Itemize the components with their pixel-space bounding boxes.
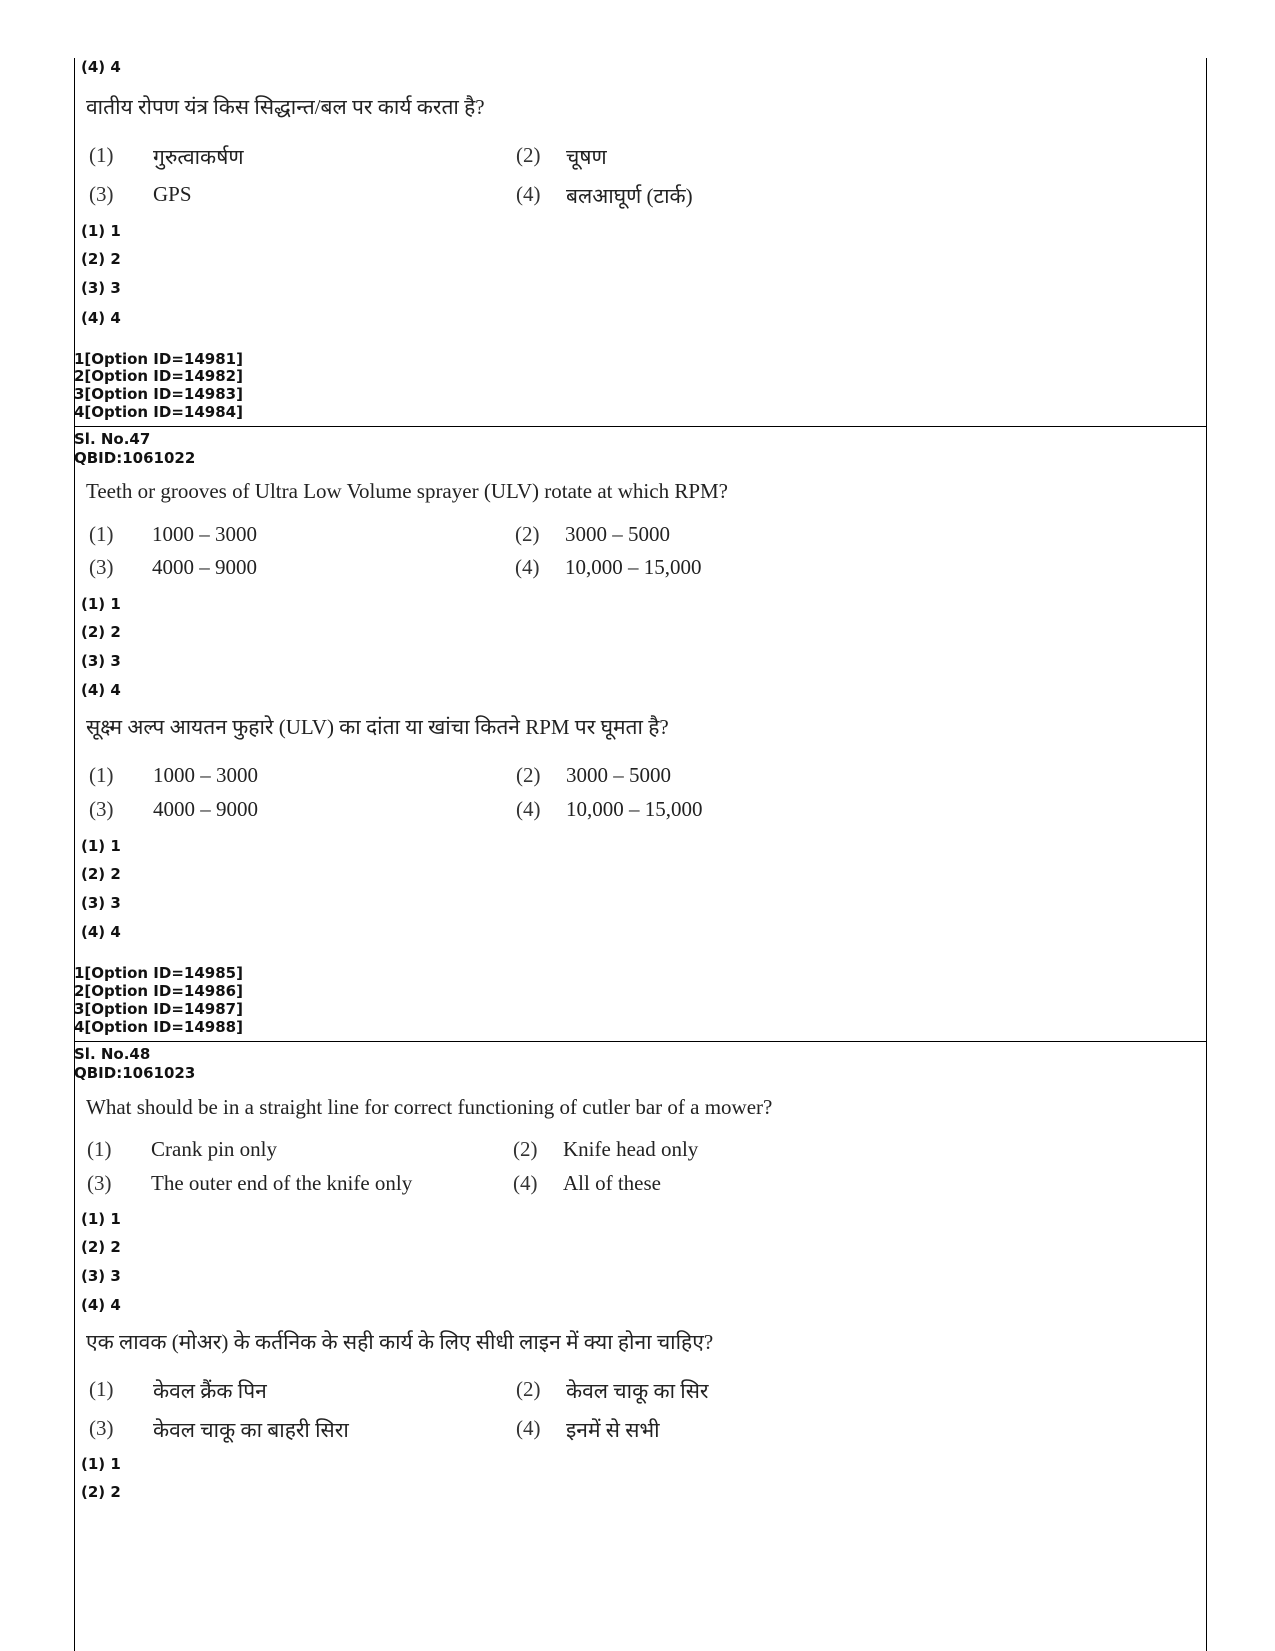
choice-number: (2): [513, 1137, 538, 1161]
choice-text: चूषण: [566, 145, 607, 169]
option-id-line: 4[Option ID=14988]: [74, 1018, 243, 1036]
answer-option[interactable]: (4) 4: [81, 58, 121, 76]
choice-text: 3000 – 5000: [566, 763, 671, 787]
option-id-line: 2[Option ID=14982]: [74, 367, 243, 385]
choice-text: Crank pin only: [151, 1137, 277, 1161]
question-separator: [74, 1041, 1207, 1042]
choice-text: इनमें से सभी: [566, 1418, 660, 1442]
choice-text: The outer end of the knife only: [151, 1171, 413, 1195]
qbid: QBID:1061023: [74, 1064, 196, 1082]
choice-text: बलआघूर्ण (टार्क): [566, 184, 693, 208]
answer-option[interactable]: (1) 1: [81, 1455, 121, 1473]
choice-text: 1000 – 3000: [153, 763, 258, 787]
question-text-hindi: वातीय रोपण यंत्र किस सिद्धान्त/बल पर कार्य करता है?: [86, 95, 485, 119]
serial-number: Sl. No.47: [74, 430, 151, 448]
choice-text: Knife head only: [563, 1137, 699, 1161]
choice-text: 4000 – 9000: [153, 797, 258, 821]
choice-number: (2): [516, 1377, 541, 1401]
choice-number: (4): [516, 797, 541, 821]
serial-number: Sl. No.48: [74, 1045, 151, 1063]
answer-option[interactable]: (4) 4: [81, 681, 121, 699]
option-id-line: 3[Option ID=14983]: [74, 385, 243, 403]
choice-text: केवल चाकू का सिर: [566, 1379, 709, 1403]
option-id-line: 3[Option ID=14987]: [74, 1000, 243, 1018]
answer-option[interactable]: (1) 1: [81, 222, 121, 240]
answer-option[interactable]: (2) 2: [81, 1238, 121, 1256]
answer-option[interactable]: (2) 2: [81, 1483, 121, 1501]
choice-text: 1000 – 3000: [152, 522, 257, 546]
question-text-english: What should be in a straight line for correct functioning of cutler bar of a mower?: [86, 1095, 773, 1119]
choice-number: (1): [89, 763, 114, 787]
answer-option[interactable]: (3) 3: [81, 894, 121, 912]
question-text-english: Teeth or grooves of Ultra Low Volume sprayer (ULV) rotate at which RPM?: [86, 479, 728, 503]
choice-number: (1): [89, 522, 114, 546]
answer-option[interactable]: (2) 2: [81, 623, 121, 641]
choice-number: (3): [89, 797, 114, 821]
choice-number: (2): [515, 522, 540, 546]
answer-option[interactable]: (3) 3: [81, 652, 121, 670]
choice-text: GPS: [153, 182, 192, 206]
option-id-line: 1[Option ID=14981]: [74, 350, 243, 368]
answer-option[interactable]: (1) 1: [81, 837, 121, 855]
choice-number: (1): [87, 1137, 112, 1161]
choice-number: (4): [516, 182, 541, 206]
choice-text: केवल क्रैंक पिन: [153, 1379, 267, 1403]
choice-text: गुरुत्वाकर्षण: [153, 145, 244, 169]
answer-option[interactable]: (3) 3: [81, 1267, 121, 1285]
choice-number: (3): [89, 555, 114, 579]
choice-text: All of these: [563, 1171, 661, 1195]
choice-text: केवल चाकू का बाहरी सिरा: [153, 1418, 349, 1442]
answer-option[interactable]: (1) 1: [81, 595, 121, 613]
choice-number: (3): [89, 1416, 114, 1440]
choice-number: (2): [516, 143, 541, 167]
answer-option[interactable]: (4) 4: [81, 1296, 121, 1314]
choice-text: 10,000 – 15,000: [565, 555, 702, 579]
choice-number: (4): [513, 1171, 538, 1195]
answer-option[interactable]: (2) 2: [81, 865, 121, 883]
choice-text: 3000 – 5000: [565, 522, 670, 546]
option-id-line: 4[Option ID=14984]: [74, 403, 243, 421]
choice-number: (2): [516, 763, 541, 787]
answer-option[interactable]: (2) 2: [81, 250, 121, 268]
question-separator: [74, 426, 1207, 427]
answer-option[interactable]: (1) 1: [81, 1210, 121, 1228]
page-frame: [74, 58, 1207, 1651]
option-id-line: 1[Option ID=14985]: [74, 964, 243, 982]
answer-option[interactable]: (3) 3: [81, 279, 121, 297]
choice-number: (3): [87, 1171, 112, 1195]
choice-text: 10,000 – 15,000: [566, 797, 703, 821]
answer-option[interactable]: (4) 4: [81, 309, 121, 327]
choice-number: (4): [515, 555, 540, 579]
question-text-hindi: एक लावक (मोअर) के कर्तनिक के सही कार्य के लिए सीधी लाइन में क्या होना चाहिए?: [86, 1330, 714, 1354]
qbid: QBID:1061022: [74, 449, 196, 467]
question-text-hindi: सूक्ष्म अल्प आयतन फुहारे (ULV) का दांता या खांचा कितने RPM पर घूमता है?: [86, 715, 669, 739]
choice-number: (1): [89, 1377, 114, 1401]
choice-number: (3): [89, 182, 114, 206]
answer-option[interactable]: (4) 4: [81, 923, 121, 941]
choice-number: (4): [516, 1416, 541, 1440]
choice-text: 4000 – 9000: [152, 555, 257, 579]
choice-number: (1): [89, 143, 114, 167]
option-id-line: 2[Option ID=14986]: [74, 982, 243, 1000]
